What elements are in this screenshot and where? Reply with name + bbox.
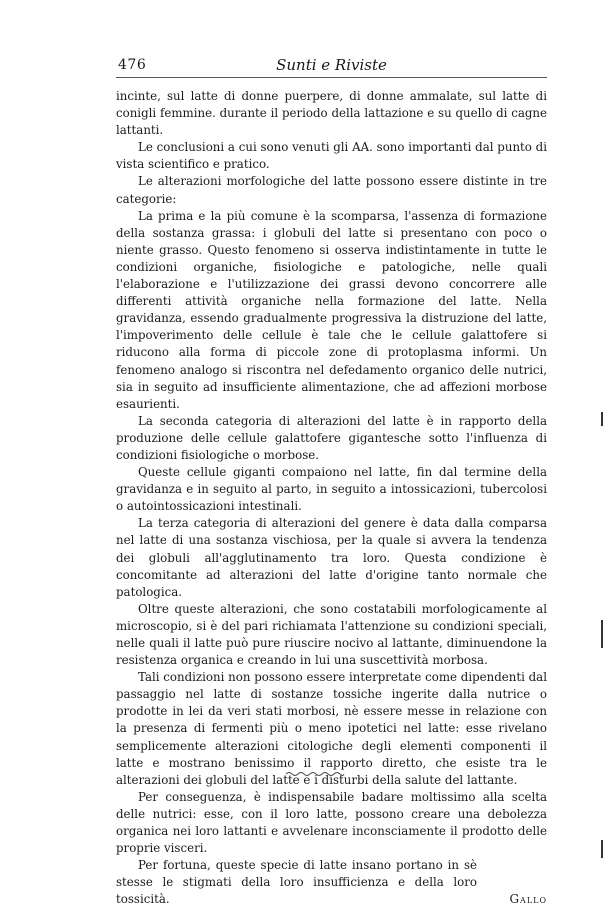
paragraph: La prima e la più comune è la scomparsa, l'assenza di formazione della sostanza grassa: i globuli del latte si presentano con poco o niente grasso. Questo fenomeno si osserva indistintamente in tutte le condizioni organiche, fisiologiche e patologiche, nelle quali l'elaborazione e l'utilizzazione dei grassi devono concorrere alle differenti attività organiche nella formazione del latte. Nella gravidanza, essendo gradualmente progressiva la distruzione del latte, l'impoverimento delle cellule è tale che le cellule galattofere si riducono alla forma di piccole zone di protoplasma informi. Un fenomeno analogo si riscontra nel defedamento organico delle nutrici, sia in seguito ad insufficiente alimentazione, che ad affezioni morbose esaurienti. — [116, 208, 547, 411]
running-header — [116, 55, 547, 78]
paragraph: Le alterazioni morfologiche del latte possono essere distinte in tre categorie: — [116, 174, 547, 206]
edge-mark — [601, 620, 603, 648]
paragraph: Le conclusioni a cui sono venuti gli AA. sono importanti dal punto di vista scientifico e pratico. — [116, 140, 547, 172]
running-title: Sunti e Riviste — [276, 56, 387, 74]
paragraph: La terza categoria di alterazioni del genere è data dalla comparsa nel latte di una sostanza vischiosa, per la quale si avvera la tendenza dei globuli all'agglutinamento tra loro. Questa condizione è concomitante ad alterazioni del latte d'origine tanto normale che patologica. — [116, 516, 547, 599]
article-body — [116, 88, 547, 909]
edge-mark — [601, 412, 603, 426]
paragraph: Per conseguenza, è indispensabile badare moltissimo alla scelta delle nutrici: esse, con il loro latte, possono creare una debolezza organica nei loro lattanti e avvelenare inconsciamente il prodotto delle proprie visceri. — [116, 789, 547, 856]
paragraph: Tali condizioni non possono essere interpretate come dipendenti dal passaggio nel latte di sostanze tossiche ingerite dalla nutrice o prodotte in lei da veri stati morbosi, nè essere messe in relazione con la presenza di fermenti più o meno ipotetici nel latte: esse rivelano semplicemente alterazioni citologiche degli elementi componenti il latte e mostrano benissimo il rapporto diretto, che esiste tra le alterazioni dei globuli del latte e i disturbi della salute del lattante. — [116, 670, 547, 787]
closing-line — [116, 857, 547, 908]
paragraph: Oltre queste alterazioni, che sono costatabili morfologicamente al microscopio, si è del pari richiamata l'attenzione su condizioni speciali, nelle quali il latte può pure riuscire nocivo al lattante, diminuendone la resistenza organica e creando in lui una suscettività morbosa. — [116, 601, 547, 668]
author-signature: Gallo — [509, 892, 547, 907]
paragraph: incinte, sul latte di donne puerpere, di donne ammalate, sul latte di conigli femmine. durante il periodo della lattazione e su quello di cagne lattanti. — [116, 89, 547, 138]
paragraph: Queste cellule giganti compaiono nel latte, fin dal termine della gravidanza e in seguito al parto, in seguito a intossicazioni, tubercolosi o autointossicazioni intestinali. — [116, 465, 547, 514]
page-number: 476 — [118, 57, 147, 73]
end-ornament — [285, 770, 345, 778]
paragraph: Per fortuna, queste specie di latte insano portano in sè stesse le stigmati della loro insufficienza e della loro tossicità. — [116, 858, 477, 907]
edge-mark — [601, 840, 603, 858]
paragraph: La seconda categoria di alterazioni del latte è in rapporto della produzione delle cellule galattofere gigantesche sotto l'influenza di condizioni fisiologiche o morbose. — [116, 413, 547, 462]
